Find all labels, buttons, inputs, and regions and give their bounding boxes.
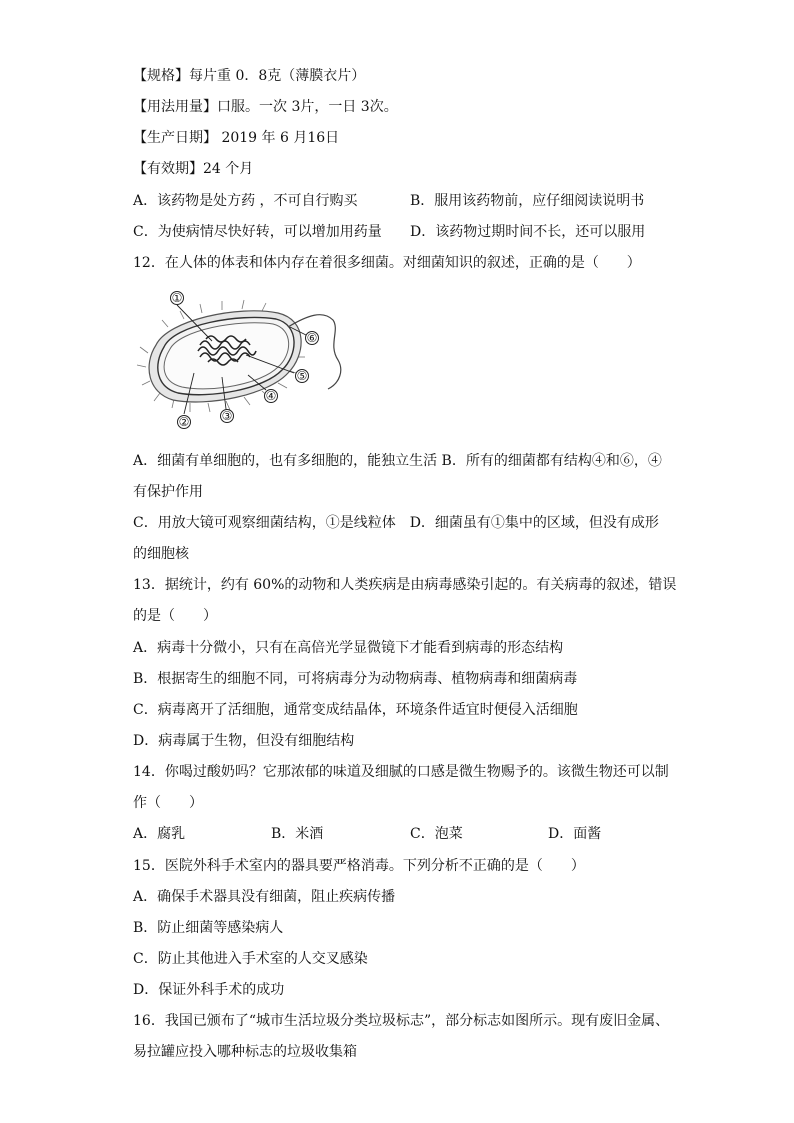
- drug-production-date: 【生产日期】 2019 年 6 月16日: [133, 130, 340, 146]
- q12-option-cd-line1: C．用放大镜可观察细菌结构，①是线粒体 D．细菌虽有①集中的区域，但没有成形: [133, 515, 659, 531]
- q13-option-a: A．病毒十分微小，只有在高倍光学显微镜下才能看到病毒的形态结构: [133, 640, 564, 656]
- label-5: ⑤: [296, 369, 308, 383]
- q11-option-d: D．该药物过期时间不长，还可以服用: [410, 224, 646, 240]
- label-3: ③: [221, 409, 233, 423]
- q12-option-cd-line2: 的细胞核: [133, 546, 189, 562]
- q12-stem: 12．在人体的体表和体内存在着很多细菌。对细菌知识的叙述，正确的是（ ）: [133, 255, 641, 271]
- q14-option-b: B．米酒: [271, 826, 324, 842]
- q14-stem-line2: 作（ ）: [133, 795, 203, 811]
- q13-option-d: D．病毒属于生物，但没有细胞结构: [133, 733, 355, 749]
- q11-option-b: B．服用该药物前，应仔细阅读说明书: [410, 193, 645, 209]
- q14-option-a: A．腐乳: [133, 826, 186, 842]
- label-6: ⑥: [306, 331, 318, 345]
- q16-stem-line2: 易拉罐应投入哪种标志的垃圾收集箱: [133, 1044, 357, 1060]
- q15-option-a: A．确保手术器具没有细菌，阻止疾病传播: [133, 889, 396, 905]
- q12-option-ab-line1: A．细菌有单细胞的，也有多细胞的，能独立生活 B．所有的细菌都有结构④和⑥，④: [133, 453, 662, 469]
- q14-option-c: C．泡菜: [410, 826, 463, 842]
- q13-stem-line1: 13．据统计，约有 60%的动物和人类疾病是由病毒感染引起的。有关病毒的叙述，错误: [133, 577, 677, 593]
- label-2: ②: [178, 415, 190, 429]
- label-1: ①: [171, 291, 183, 305]
- q15-stem: 15．医院外科手术室内的器具要严格消毒。下列分析不正确的是（ ）: [133, 858, 585, 874]
- q15-option-b: B．防止细菌等感染病人: [133, 920, 284, 936]
- drug-spec: 【规格】每片重 0．8克（薄膜衣片）: [133, 68, 366, 84]
- q14-stem-line1: 14．你喝过酸奶吗？它那浓郁的味道及细腻的口感是微生物赐予的。该微生物还可以制: [133, 764, 669, 780]
- drug-validity: 【有效期】24 个月: [133, 161, 254, 177]
- q13-stem-line2: 的是（ ）: [133, 608, 217, 624]
- q13-option-c: C．病毒离开了活细胞，通常变成结晶体，环境条件适宜时便侵入活细胞: [133, 702, 578, 718]
- q15-option-d: D．保证外科手术的成功: [133, 982, 285, 998]
- q14-option-d: D．面酱: [548, 826, 602, 842]
- q11-option-c: C．为使病情尽快好转，可以增加用药量: [133, 224, 382, 240]
- q12-option-ab-line2: 有保护作用: [133, 484, 203, 500]
- q11-option-a: A．该药物是处方药 ，不可自行购买: [133, 193, 358, 209]
- label-4: ④: [265, 389, 277, 403]
- q16-stem-line1: 16．我国已颁布了“城市生活垃圾分类垃圾标志”，部分标志如图所示。现有废旧金属、: [133, 1013, 670, 1029]
- q15-option-c: C．防止其他进入手术室的人交叉感染: [133, 951, 368, 967]
- q13-option-b: B．根据寄生的细胞不同，可将病毒分为动物病毒、植物病毒和细菌病毒: [133, 671, 578, 687]
- drug-usage: 【用法用量】口服。一次 3片，一日 3次。: [133, 99, 398, 115]
- bacterium-diagram: [128, 285, 343, 435]
